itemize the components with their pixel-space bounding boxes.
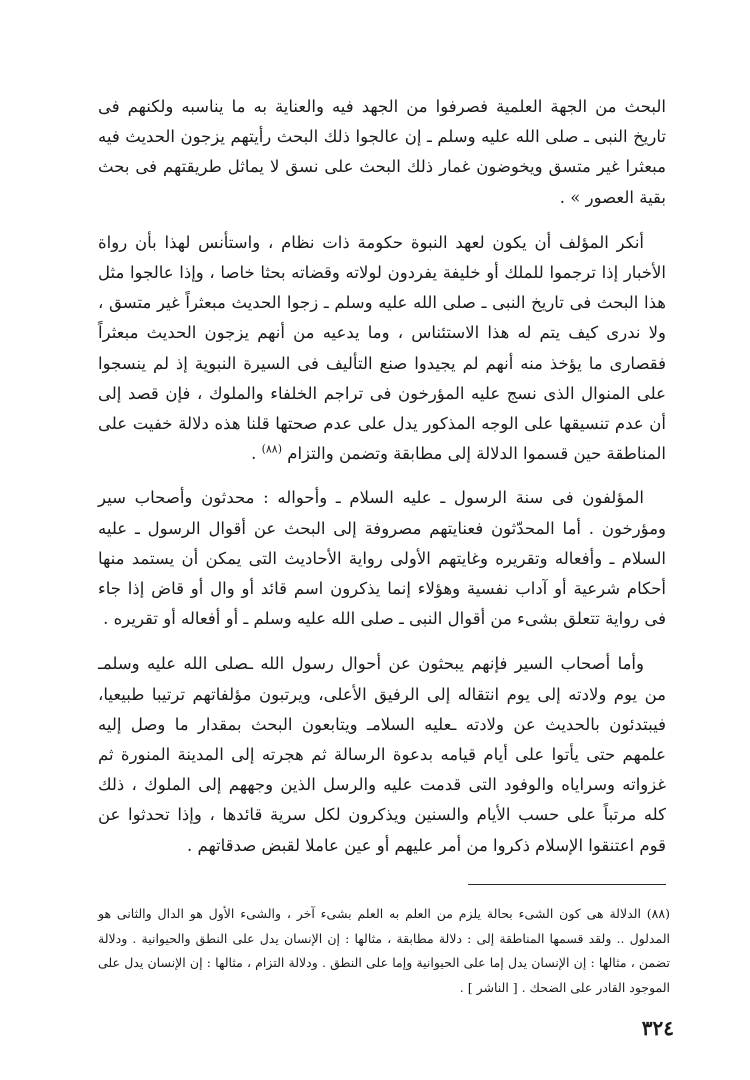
paragraph-1: البحث من الجهة العلمية فصرفوا من الجهد فيه والعناية به ما يناسبه ولكنهم فى تاريخ النبى ـ صلى الله عليه وسلم ـ إن عالجوا ذلك البحث رأيتهم يزجون الحديث فيه مبعثرا غير متسق ويخوضون غمار ذلك البحث على نسق لا يماثل طريقتهم فى بحث بقية العصور » . xyxy=(98,97,666,207)
page-number: ٣٢٤ xyxy=(641,1016,674,1040)
paragraph-3: المؤلفون فى سنة الرسول ـ عليه السلام ـ وأحواله : محدثون وأصحاب سير ومؤرخون . أما المحدّثون فعنايتهم مصروفة إلى البحث عن أقوال الرسول ـ عليه السلام ـ وأفعاله وتقريره وغايتهم الأولى رواية الأحاديث التى يمكن أن يستمد منها أحكام شرعية أو آداب نفسية وهؤلاء إنما يذكرون اسم قائد أو وال أو قاض إذا جاء فى رواية تتعلق بشىء من أقوال النبى ـ صلى الله عليه وسلم ـ أو أفعاله أو تقريره . xyxy=(98,488,666,629)
footnote-reference: (٨٨) xyxy=(261,442,283,456)
main-text xyxy=(98,92,666,861)
footnote-88: (٨٨) الدلالة هى كون الشىء بحالة يلزم من العلم به العلم بشىء آخر ، والشىء الأول هو الدال والثانى هو المدلول .. ولقد قسمها المناطقة إلى : دلالة مطابقة ، مثالها : إن الإنسان يدل على النطق والحيوانية . ودلالة تضمن ، مثالها : إن الإنسان يدل إما على الحيوانية وإما على النطق . ودلالة التزام ، مثالها : إن الإنسان يدل على الموجود القادر على الضحك . [ الناشر ] . xyxy=(98,906,670,995)
paragraph-2-text: أنكر المؤلف أن يكون لعهد النبوة حكومة ذات نظام ، واستأنس لهذا بأن رواة الأخبار إذا ترجموا للملك أو خليفة يفردون لولاته وقضاته بحثا خاصا ، وإذا عالجوا مثل هذا البحث فى تاريخ النبى ـ صلى الله عليه وسلم ـ زجوا الحديث مبعثراً غير متسق ، ولا ندرى كيف يتم له هذا الاستئناس ، وما يدعيه من أنهم يزجون الحديث مبعثراً فقصارى ما يؤخذ منه أنهم لم يجيدوا صنع التأليف فى السيرة النبوية إذ لم ينسجوا على المنوال الذى نسج عليه المؤرخون فى تراجم الخلفاء والملوك ، فإن قصد إلى أن عدم تنسيقها على الوجه المذكور يدل على عدم صحتها قلنا هذه دلالة خفيت على المناطقة حين قسموا الدلالة إلى مطابقة وتضمن والتزام xyxy=(98,232,666,464)
footnote-divider xyxy=(468,884,666,885)
paragraph-2: أنكر المؤلف أن يكون لعهد النبوة حكومة ذات نظام ، واستأنس لهذا بأن رواة الأخبار إذا ترجموا للملك أو خليفة يفردون لولاته وقضاته بحثا خاصا ، وإذا عالجوا مثل هذا البحث فى تاريخ النبى ـ صلى الله عليه وسلم ـ زجوا الحديث مبعثراً غير متسق ، ولا ندرى كيف يتم له هذا الاستئناس ، وما يدعيه من أنهم يزجون الحديث مبعثراً فقصارى ما يؤخذ منه أنهم لم يجيدوا صنع التأليف فى السيرة النبوية إذ لم ينسجوا على المنوال الذى نسج عليه المؤرخون فى تراجم الخلفاء والملوك ، فإن قصد إلى أن عدم تنسيقها على الوجه المذكور يدل على عدم صحتها قلنا هذه دلالة خفيت على المناطقة حين قسموا الدلالة إلى مطابقة وتضمن والتزام $^{(٨٨)}$ . xyxy=(98,232,666,464)
paragraph-4: وأما أصحاب السير فإنهم يبحثون عن أحوال رسول الله ـصلى الله عليه وسلمـ من يوم ولادته إلى يوم انتقاله إلى الرفيق الأعلى، ويرتبون مؤلفاتهم ترتيبا طبيعيا، فيبتدئون بالحديث عن ولادته ـعليه السلامـ ويتابعون البحث بمقدار ما وصل إليه علمهم حتى يأتوا على أيام قيامه بدعوة الرسالة ثم هجرته إلى المدينة المنورة ثم غزواته وسراياه والوفود التى قدمت عليه والرسل الذين وجههم إلى الملوك ، ذلك كله مرتباً على حسب الأيام والسنين ويذكرون لكل سرية قائدها ، وإذا تحدثوا عن قوم اعتنقوا الإسلام ذكروا من أمر عليهم أو عين عاملا لقبض صدقاتهم . xyxy=(98,654,666,855)
